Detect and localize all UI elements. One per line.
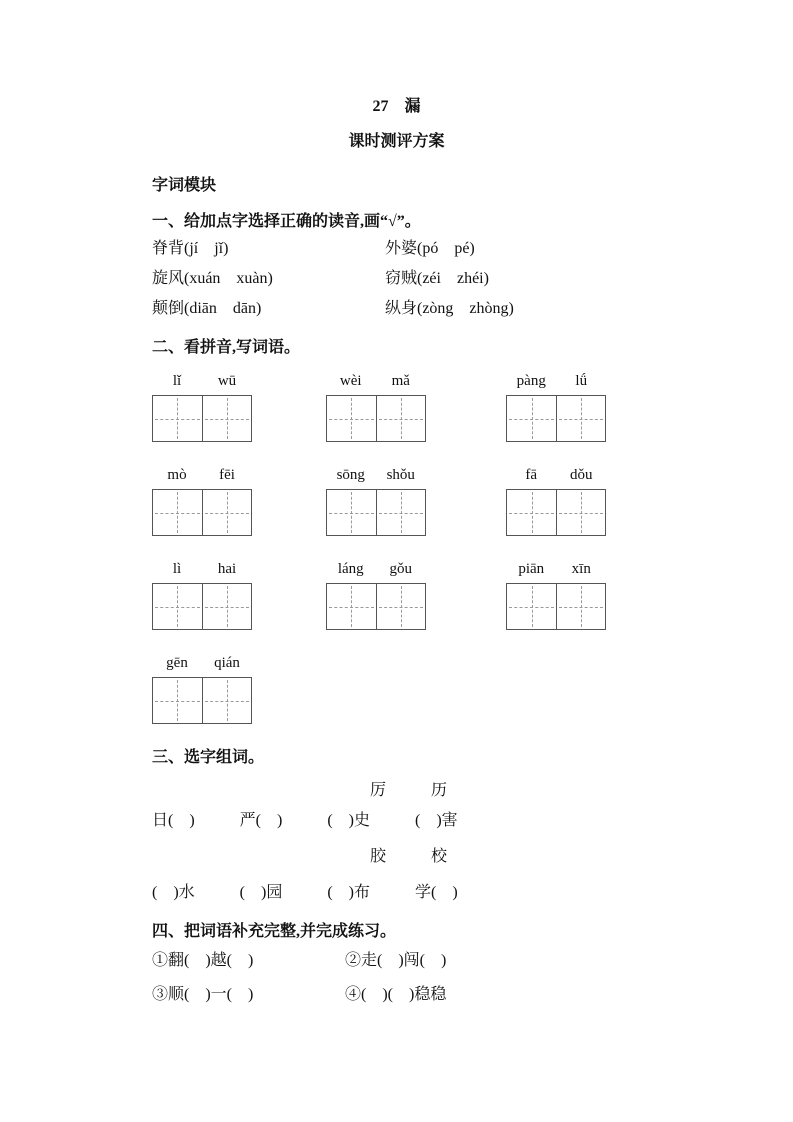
tianzige-cell — [327, 396, 376, 441]
tianzige-grid — [152, 489, 252, 536]
tianzige-cell — [327, 584, 376, 629]
pinyin-writing-unit — [506, 464, 680, 536]
grid-row — [152, 558, 680, 630]
word-completion-item: ④( )( )稳稳 — [345, 986, 447, 1003]
tianzige-cell — [376, 584, 425, 629]
blank-item: ( )水 — [152, 884, 195, 901]
tianzige-grid — [152, 677, 252, 724]
word-pinyin-choice: 脊背(jí jǐ) — [152, 240, 229, 257]
pinyin-writing-unit — [506, 370, 680, 442]
pinyin-syllable: sōng — [336, 467, 365, 483]
tianzige-cell — [202, 678, 251, 723]
tianzige-cell — [556, 396, 605, 441]
module-label: 字词模块 — [152, 177, 217, 194]
grid-row — [152, 464, 680, 536]
grid-row — [152, 652, 680, 724]
section3-heading: 三、选字组词。 — [152, 749, 265, 766]
lesson-title: 27 漏 — [372, 98, 421, 115]
fill-blanks-row — [152, 806, 680, 836]
tianzige-cell — [376, 490, 425, 535]
pinyin-label — [152, 652, 252, 674]
blank-item: ( )史 — [327, 812, 371, 829]
pinyin-writing-unit — [506, 558, 680, 630]
pinyin-syllable: mò — [167, 467, 187, 483]
pinyin-writing-unit — [152, 464, 326, 536]
pinyin-syllable: gēn — [166, 655, 188, 671]
blank-item: ( )害 — [415, 812, 458, 829]
tianzige-grid — [326, 583, 426, 630]
tianzige-cell — [376, 396, 425, 441]
pinyin-label — [152, 464, 252, 486]
fill-blanks-row — [152, 878, 680, 908]
pinyin-syllable: mǎ — [391, 373, 410, 389]
pinyin-writing-unit — [152, 370, 326, 442]
complete-words-row — [152, 978, 680, 1012]
choice-char: 历 — [431, 782, 448, 799]
section1-heading: 一、给加点字选择正确的读音,画“√”。 — [152, 213, 421, 230]
tianzige-cell — [202, 584, 251, 629]
tianzige-cell — [556, 584, 605, 629]
tianzige-cell — [507, 584, 556, 629]
word-completion-item: ①翻( )越( ) — [152, 952, 254, 969]
pinyin-label — [326, 370, 426, 392]
tianzige-cell — [327, 490, 376, 535]
doc-subtitle: 课时测评方案 — [348, 133, 445, 150]
word-pinyin-choice: 外婆(pó pé) — [385, 240, 475, 257]
pinyin-syllable: piān — [518, 561, 545, 577]
pinyin-label — [152, 558, 252, 580]
blank-item: 严( ) — [239, 812, 283, 829]
section4-heading: 四、把词语补充完整,并完成练习。 — [152, 923, 397, 940]
blank-item: ( )园 — [239, 884, 283, 901]
pinyin-label — [326, 558, 426, 580]
choice-char: 厉 — [370, 782, 387, 799]
tianzige-grid — [152, 395, 252, 442]
pinyin-syllable: fā — [525, 467, 538, 483]
pinyin-writing-unit — [152, 558, 326, 630]
tianzige-cell — [153, 678, 202, 723]
blank-item: 日( ) — [152, 812, 195, 829]
word-pinyin-choice: 旋风(xuán xuàn) — [152, 270, 273, 287]
word-pinyin-choice: 纵身(zòng zhòng) — [385, 300, 514, 317]
word-completion-item: ③顺( )一( ) — [152, 986, 254, 1003]
pinyin-syllable: dǒu — [570, 467, 593, 483]
blank-item: ( )布 — [327, 884, 371, 901]
word-pinyin-choice: 颠倒(diān dān) — [152, 300, 262, 317]
tianzige-cell — [507, 396, 556, 441]
pinyin-syllable: wū — [217, 373, 237, 389]
pinyin-syllable: lì — [172, 561, 182, 577]
pinyin-syllable: shǒu — [386, 467, 415, 483]
pinyin-label — [326, 464, 426, 486]
tianzige-cell — [202, 490, 251, 535]
tianzige-cell — [153, 396, 202, 441]
tianzige-grid — [152, 583, 252, 630]
pinyin-syllable: pàng — [516, 373, 546, 389]
section2-heading: 二、看拼音,写词语。 — [152, 339, 301, 356]
pinyin-syllable: fēi — [219, 467, 235, 483]
tianzige-grid — [326, 395, 426, 442]
tianzige-grid — [506, 583, 606, 630]
tianzige-cell — [202, 396, 251, 441]
blank-item: 学( ) — [415, 884, 458, 901]
pinyin-syllable: wèi — [339, 373, 362, 389]
pronunciation-row — [152, 234, 680, 264]
tianzige-cell — [556, 490, 605, 535]
pinyin-syllable: láng — [337, 561, 364, 577]
tianzige-grid — [506, 489, 606, 536]
char-choices-row — [152, 776, 680, 806]
pinyin-syllable: xīn — [571, 561, 591, 577]
pinyin-label — [506, 370, 606, 392]
complete-words-row — [152, 944, 680, 978]
tianzige-cell — [507, 490, 556, 535]
choice-char: 胶 — [370, 848, 387, 865]
char-choices-row — [152, 842, 680, 872]
pinyin-writing-unit — [326, 370, 507, 442]
pronunciation-row — [152, 294, 680, 324]
choice-char: 校 — [431, 848, 448, 865]
tianzige-cell — [153, 584, 202, 629]
word-completion-item: ②走( )闯( ) — [345, 952, 447, 969]
pinyin-syllable: hai — [217, 561, 237, 577]
pinyin-syllable: qián — [214, 655, 240, 671]
pinyin-writing-unit — [326, 558, 507, 630]
pinyin-label — [152, 370, 252, 392]
word-pinyin-choice: 窃贼(zéi zhéi) — [385, 270, 489, 287]
pinyin-syllable: gǒu — [389, 561, 412, 577]
grid-row — [152, 370, 680, 442]
tianzige-grid — [326, 489, 426, 536]
pinyin-label — [506, 464, 606, 486]
pronunciation-row — [152, 264, 680, 294]
writing-grids — [152, 370, 680, 724]
pinyin-syllable: lǐ — [172, 373, 182, 389]
pinyin-writing-unit — [326, 464, 507, 536]
tianzige-cell — [153, 490, 202, 535]
tianzige-grid — [506, 395, 606, 442]
pinyin-syllable: lǘ — [575, 373, 588, 389]
pinyin-writing-unit — [152, 652, 357, 724]
pinyin-label — [506, 558, 606, 580]
